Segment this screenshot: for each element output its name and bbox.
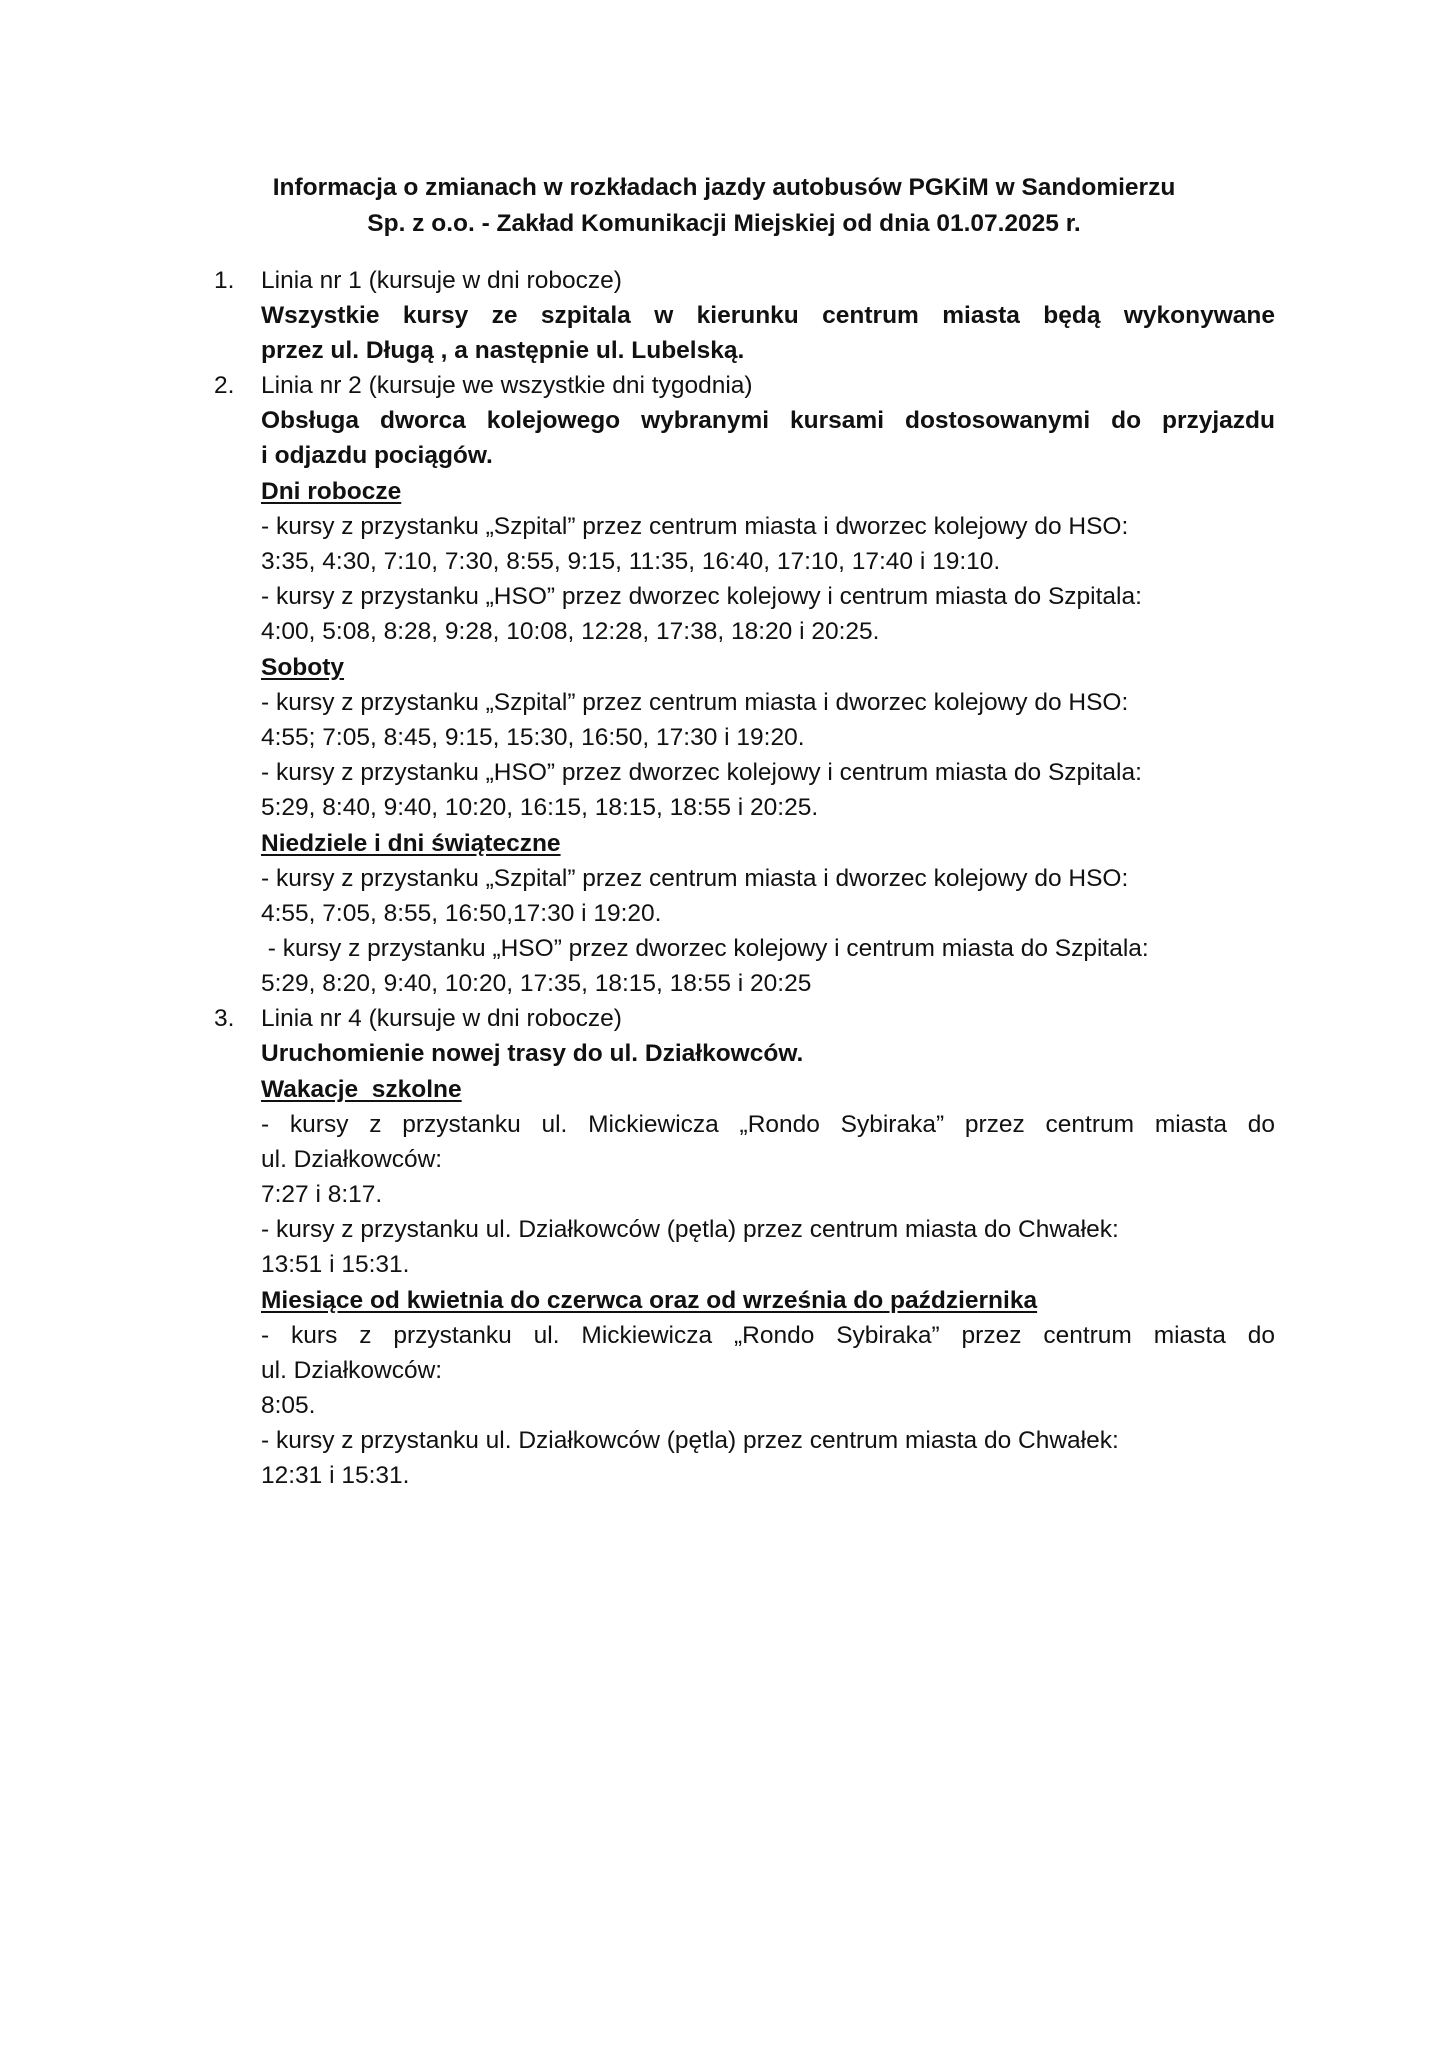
item-1-bold-line-1: Wszystkie kursy ze szpitala w kierunku centrum miasta będą wykonywane — [261, 302, 1275, 329]
section-title-wakacje: Wakacje szkolne — [261, 1076, 462, 1103]
item-3-heading: Linia nr 4 (kursuje w dni robocze) — [261, 1005, 622, 1032]
section-line: 13:51 i 15:31. — [261, 1251, 410, 1278]
item-1-number: 1. — [214, 267, 235, 294]
section-line: - kursy z przystanku „Szpital” przez centrum miasta i dworzec kolejowy do HSO: — [261, 513, 1129, 540]
section-line: 4:55; 7:05, 8:45, 9:15, 15:30, 16:50, 17:30 i 19:20. — [261, 724, 805, 751]
section-line: - kursy z przystanku ul. Działkowców (pętla) przez centrum miasta do Chwałek: — [261, 1216, 1119, 1243]
item-2-heading: Linia nr 2 (kursuje we wszystkie dni tygodnia) — [261, 372, 753, 399]
section-line: - kursy z przystanku „Szpital” przez centrum miasta i dworzec kolejowy do HSO: — [261, 689, 1129, 716]
section-line: 8:05. — [261, 1392, 316, 1419]
section-title-soboty: Soboty — [261, 654, 345, 681]
section-line: 4:55, 7:05, 8:55, 16:50,17:30 i 19:20. — [261, 900, 662, 927]
section-line: - kursy z przystanku „HSO” przez dworzec kolejowy i centrum miasta do Szpitala: — [261, 935, 1149, 962]
item-2-bold-line-2: i odjazdu pociągów. — [261, 442, 493, 469]
section-line: - kursy z przystanku „HSO” przez dworzec kolejowy i centrum miasta do Szpitala: — [261, 759, 1142, 786]
section-line: - kursy z przystanku „Szpital” przez centrum miasta i dworzec kolejowy do HSO: — [261, 865, 1129, 892]
section-line: - kursy z przystanku „HSO” przez dworzec kolejowy i centrum miasta do Szpitala: — [261, 583, 1142, 610]
section-line: ul. Działkowców: — [261, 1146, 443, 1173]
item-2-number: 2. — [214, 372, 235, 399]
section-line: 5:29, 8:20, 9:40, 10:20, 17:35, 18:15, 18:55 i 20:25 — [261, 970, 812, 997]
section-line: 3:35, 4:30, 7:10, 7:30, 8:55, 9:15, 11:35, 16:40, 17:10, 17:40 i 19:10. — [261, 548, 1001, 575]
item-3-bold-line-1: Uruchomienie nowej trasy do ul. Działkowców. — [261, 1040, 804, 1067]
item-3-number: 3. — [214, 1005, 235, 1032]
document-title — [0, 170, 1448, 242]
title-line-1: Informacja o zmianach w rozkładach jazdy autobusów PGKiM w Sandomierzu — [272, 174, 1176, 201]
section-line: 4:00, 5:08, 8:28, 9:28, 10:08, 12:28, 17:38, 18:20 i 20:25. — [261, 618, 880, 645]
item-2-bold-line-1: Obsługa dworca kolejowego wybranymi kursami dostosowanymi do przyjazdu — [261, 407, 1275, 434]
section-line: - kurs z przystanku ul. Mickiewicza „Rondo Sybiraka” przez centrum miasta do — [261, 1322, 1275, 1349]
section-line: - kursy z przystanku ul. Działkowców (pętla) przez centrum miasta do Chwałek: — [261, 1427, 1119, 1454]
section-line: 12:31 i 15:31. — [261, 1462, 410, 1489]
title-line-2: Sp. z o.o. - Zakład Komunikacji Miejskiej od dnia 01.07.2025 r. — [367, 210, 1081, 237]
section-line: 5:29, 8:40, 9:40, 10:20, 16:15, 18:15, 18:55 i 20:25. — [261, 794, 819, 821]
section-line: ul. Działkowców: — [261, 1357, 443, 1384]
item-1-bold-line-2: przez ul. Długą , a następnie ul. Lubelską. — [261, 337, 745, 364]
section-line: 7:27 i 8:17. — [261, 1181, 383, 1208]
section-title-miesiace: Miesiące od kwietnia do czerwca oraz od września do października — [261, 1287, 1038, 1314]
item-1-heading: Linia nr 1 (kursuje w dni robocze) — [261, 267, 622, 294]
section-line: - kursy z przystanku ul. Mickiewicza „Rondo Sybiraka” przez centrum miasta do — [261, 1111, 1275, 1138]
section-title-dni-robocze: Dni robocze — [261, 478, 402, 505]
section-title-niedziele: Niedziele i dni świąteczne — [261, 830, 561, 857]
